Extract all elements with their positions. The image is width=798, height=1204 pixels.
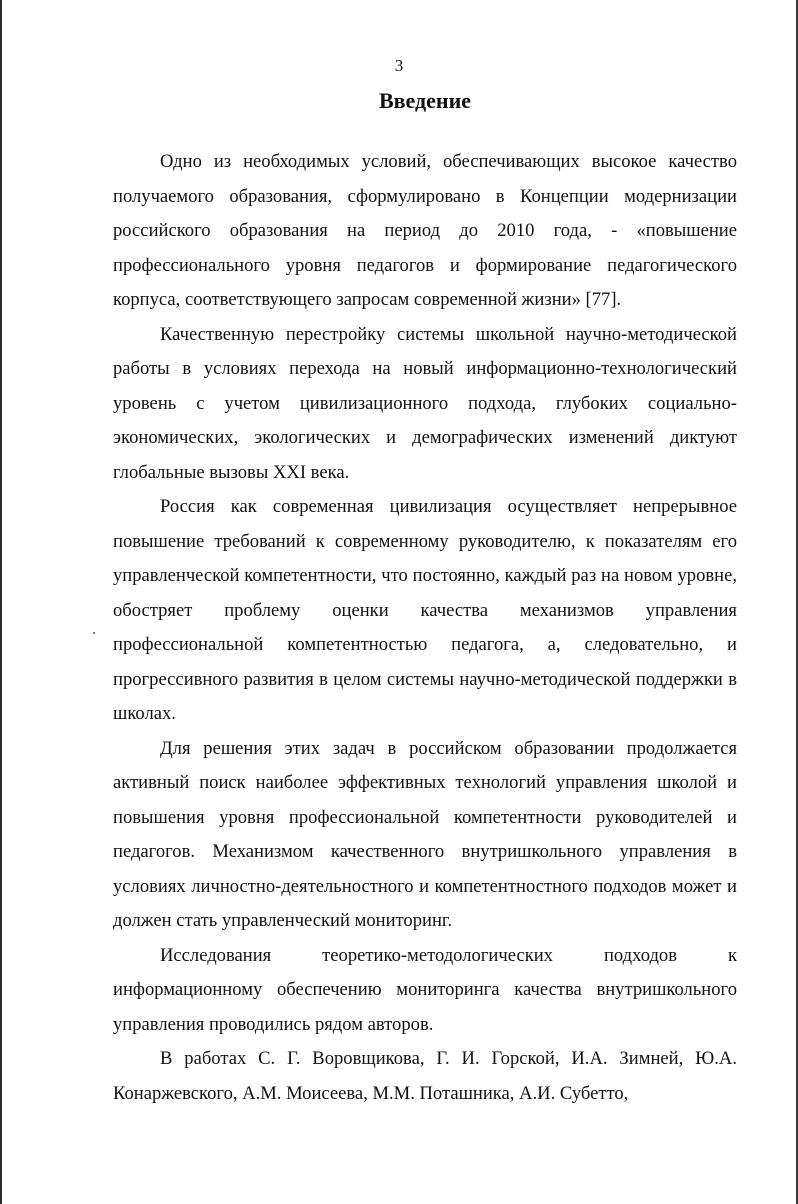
paragraph-4: Для решения этих задач в российском образовании продолжается активный поиск наиболее эффективных технологий управления школой и повышения уровня профессиональной компетентности руководителей и педагогов. Механизмом качественного внутришкольного управления в условиях личностно-деятельностного и компетентностного подходов может и должен стать управленческий мониторинг. bbox=[113, 737, 737, 931]
page-edge-left bbox=[0, 0, 2, 1204]
paragraph-5: Исследования теоретико-методологических подходов к информационному обеспечению мониторинга качества внутришкольного управления проводились рядом авторов. bbox=[113, 944, 737, 1035]
paragraph-1: Одно из необходимых условий, обеспечивающих высокое качество получаемого образования, сформулировано в Концепции модернизации российского образования на период до 2010 года, - «повышение профессионального уровня педагогов и формирование педагогического корпуса, соответствующего запросам современной жизни» [77]. bbox=[113, 151, 737, 310]
paragraph-6: В работах С. Г. Воровщикова, Г. И. Горской, И.А. Зимней, Ю.А. Конаржевского, А.М. Моисеева, М.М. Поташника, А.И. Субетто, bbox=[113, 1048, 737, 1104]
body-text bbox=[113, 145, 737, 1111]
paragraph-3: Россия как современная цивилизация осуществляет непрерывное повышение требований к современному руководителю, к показателям его управленческой компетентности, что постоянно, каждый раз на новом уровне, обостряет проблему оценки качества механизмов управления профессиональной компетентностью педагога, а, следовательно, и прогрессивного развития в целом системы научно-методической поддержки в школах. bbox=[113, 496, 737, 724]
scan-speck bbox=[93, 632, 95, 634]
paragraph-2: Качественную перестройку системы школьной научно-методической работы в условиях перехода на новый информационно-технологический уровень с учетом цивилизационного подхода, глубоких социально-экономических, экологических и демографических изменений диктуют глобальные вызовы XXI века. bbox=[113, 323, 737, 483]
page-title: Введение bbox=[378, 88, 472, 113]
page-number: 3 bbox=[394, 56, 404, 75]
